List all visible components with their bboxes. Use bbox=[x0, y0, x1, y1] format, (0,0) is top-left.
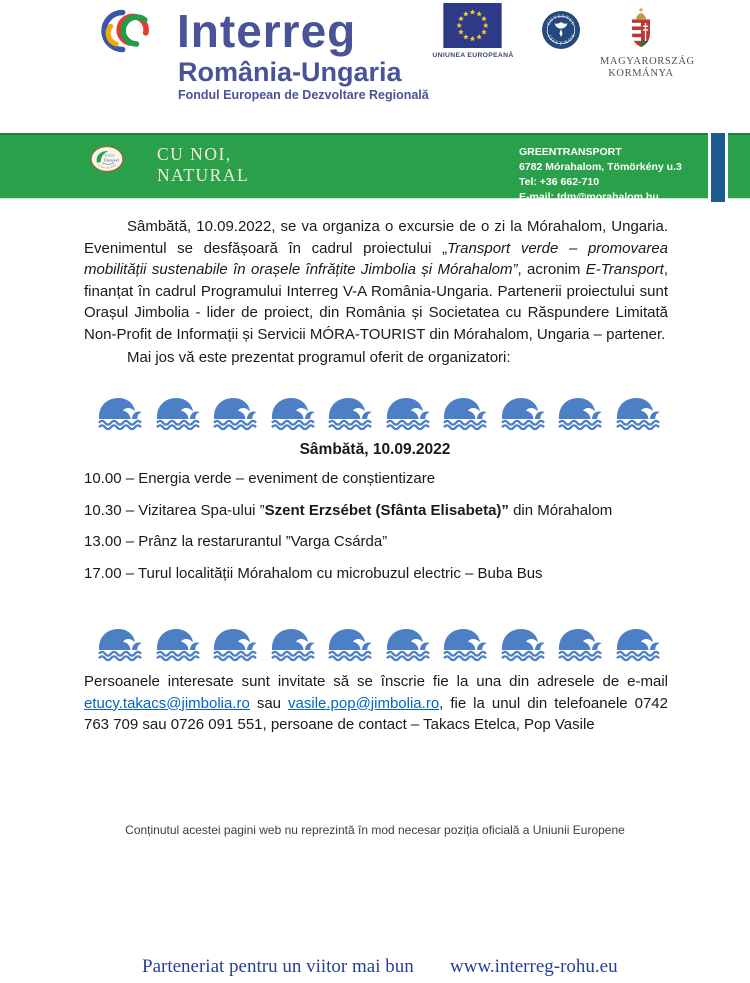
program-date-heading: Sâmbătă, 10.09.2022 bbox=[299, 441, 451, 458]
footer-slogan: Parteneriat pentru un viitor mai bun bbox=[142, 956, 414, 977]
banner-contact-block bbox=[519, 145, 682, 205]
eu-flag-icon bbox=[443, 3, 502, 48]
wave-icon bbox=[384, 623, 432, 665]
wave-icon bbox=[326, 392, 374, 434]
wave-icon bbox=[211, 392, 259, 434]
fund-tagline: Fondul European de Dezvoltare Regională bbox=[178, 88, 429, 102]
banner-slogan bbox=[157, 144, 249, 186]
org-address: 6782 Mórahalom, Tömörkény u.3 bbox=[519, 161, 682, 173]
wave-icon bbox=[556, 392, 604, 434]
gt-logo-text-top: Green bbox=[104, 152, 115, 158]
footer-website: www.interreg-rohu.eu bbox=[450, 956, 618, 977]
slogan-line1: CU NOI, bbox=[157, 144, 232, 164]
wave-icon bbox=[441, 392, 489, 434]
email-link[interactable]: tdm@morahalom.hu bbox=[556, 191, 659, 203]
eu-label: UNIUNEA EUROPEANĂ bbox=[432, 52, 514, 59]
org-email-line: E-mail: tdm@morahalom.hu bbox=[519, 191, 659, 203]
email-link[interactable]: etucy.takacs@jimbolia.ro bbox=[84, 694, 250, 712]
wave-icon bbox=[614, 623, 662, 665]
greentransport-logo-icon bbox=[90, 143, 124, 175]
wave-icon bbox=[326, 623, 374, 665]
gt-logo-arc-text: CU NOI, NATURAL bbox=[96, 164, 118, 170]
wave-icon bbox=[499, 392, 547, 434]
program-item: 13.00 – Prânz la restarurantul ”Varga Csárda” bbox=[84, 533, 388, 550]
wave-icon bbox=[154, 392, 202, 434]
romanian-government-seal bbox=[541, 10, 581, 50]
wave-icon bbox=[269, 392, 317, 434]
green-banner bbox=[0, 133, 750, 203]
wave-icon bbox=[499, 623, 547, 665]
hungarian-government-block bbox=[600, 4, 695, 79]
wave-icon bbox=[154, 623, 202, 665]
interreg-wordmark: Interreg bbox=[177, 5, 357, 57]
wave-icon bbox=[211, 623, 259, 665]
slogan-line2: NATURAL bbox=[157, 165, 250, 185]
wave-icon bbox=[96, 623, 144, 665]
org-name: GREENTRANSPORT bbox=[519, 146, 622, 158]
contact-paragraph: Persoanele interesate sunt invitate să se înscrie fie la una din adresele de e-mail etucy.takacs@jimbolia.ro sau vasile.pop@jimbolia.ro, fie la unul din telefoanele 0742 763 709 sau 0726 091 551, persoane de contact – Takacs Etelca, Pop Vasile bbox=[84, 673, 668, 733]
email-link[interactable]: vasile.pop@jimbolia.ro bbox=[288, 694, 440, 712]
intro-paragraph: Sâmbătă, 10.09.2022, se va organiza o excursie de o zi la Mórahalom, Ungaria. Evenimentul se desfășoară în cadrul proiectului „Transport verde – promovarea mobilității sustenabile în orașele înfrățite Jimbolia și Mórahalom”, acronim E-Transport, finanțat în cadrul Programului Interreg V-A România-Ungaria. Partenerii proiectului sunt Orașul Jimbolia - lider de proiect, din România și Societatea cu Răspundere Limitată Non-Profit de Informații și Servicii MÓRA-TOURIST din Mórahalom, Ungaria – partener. bbox=[84, 218, 668, 343]
seal-text-top: GUVERNUL bbox=[545, 13, 577, 27]
program-item: 17.00 – Turul localității Mórahalom cu microbuzul electric – Buba Bus bbox=[84, 564, 543, 582]
program-intro-line: Mai jos vă este prezentat programul oferit de organizatori: bbox=[127, 349, 511, 366]
wave-decoration-row bbox=[96, 623, 662, 665]
org-phone: Tel: +36 662-710 bbox=[519, 176, 600, 188]
wave-icon bbox=[269, 623, 317, 665]
wave-icon bbox=[614, 392, 662, 434]
banner-divider-gap bbox=[725, 133, 728, 202]
seal-text-bottom: ROMÂNIEI bbox=[546, 33, 576, 46]
programme-name: România-Ungaria bbox=[178, 57, 402, 87]
wave-icon bbox=[384, 392, 432, 434]
banner-blue-stripe bbox=[711, 133, 725, 202]
interreg-logo-icon bbox=[87, 6, 173, 56]
program-list bbox=[84, 468, 668, 594]
gt-logo-text-bottom: Transport bbox=[103, 157, 120, 163]
eu-disclaimer: Conținutul acestei pagini web nu reprezintă în mod necesar poziția oficială a Uniunii Europene bbox=[125, 823, 625, 837]
program-item: 10.30 – Vizitarea Spa-ului ”Szent Erzsébet (Sfânta Elisabeta)” din Mórahalom bbox=[84, 501, 613, 519]
wave-icon bbox=[556, 623, 604, 665]
hu-gov-line1: MAGYARORSZÁG bbox=[600, 56, 695, 67]
wave-decoration-row bbox=[96, 392, 662, 434]
program-item: 10.00 – Energia verde – eveniment de conștientizare bbox=[84, 470, 436, 487]
hu-gov-line2: KORMÁNYA bbox=[608, 67, 674, 79]
hungary-coat-of-arms-icon bbox=[626, 4, 656, 54]
wave-icon bbox=[441, 623, 489, 665]
wave-icon bbox=[96, 392, 144, 434]
